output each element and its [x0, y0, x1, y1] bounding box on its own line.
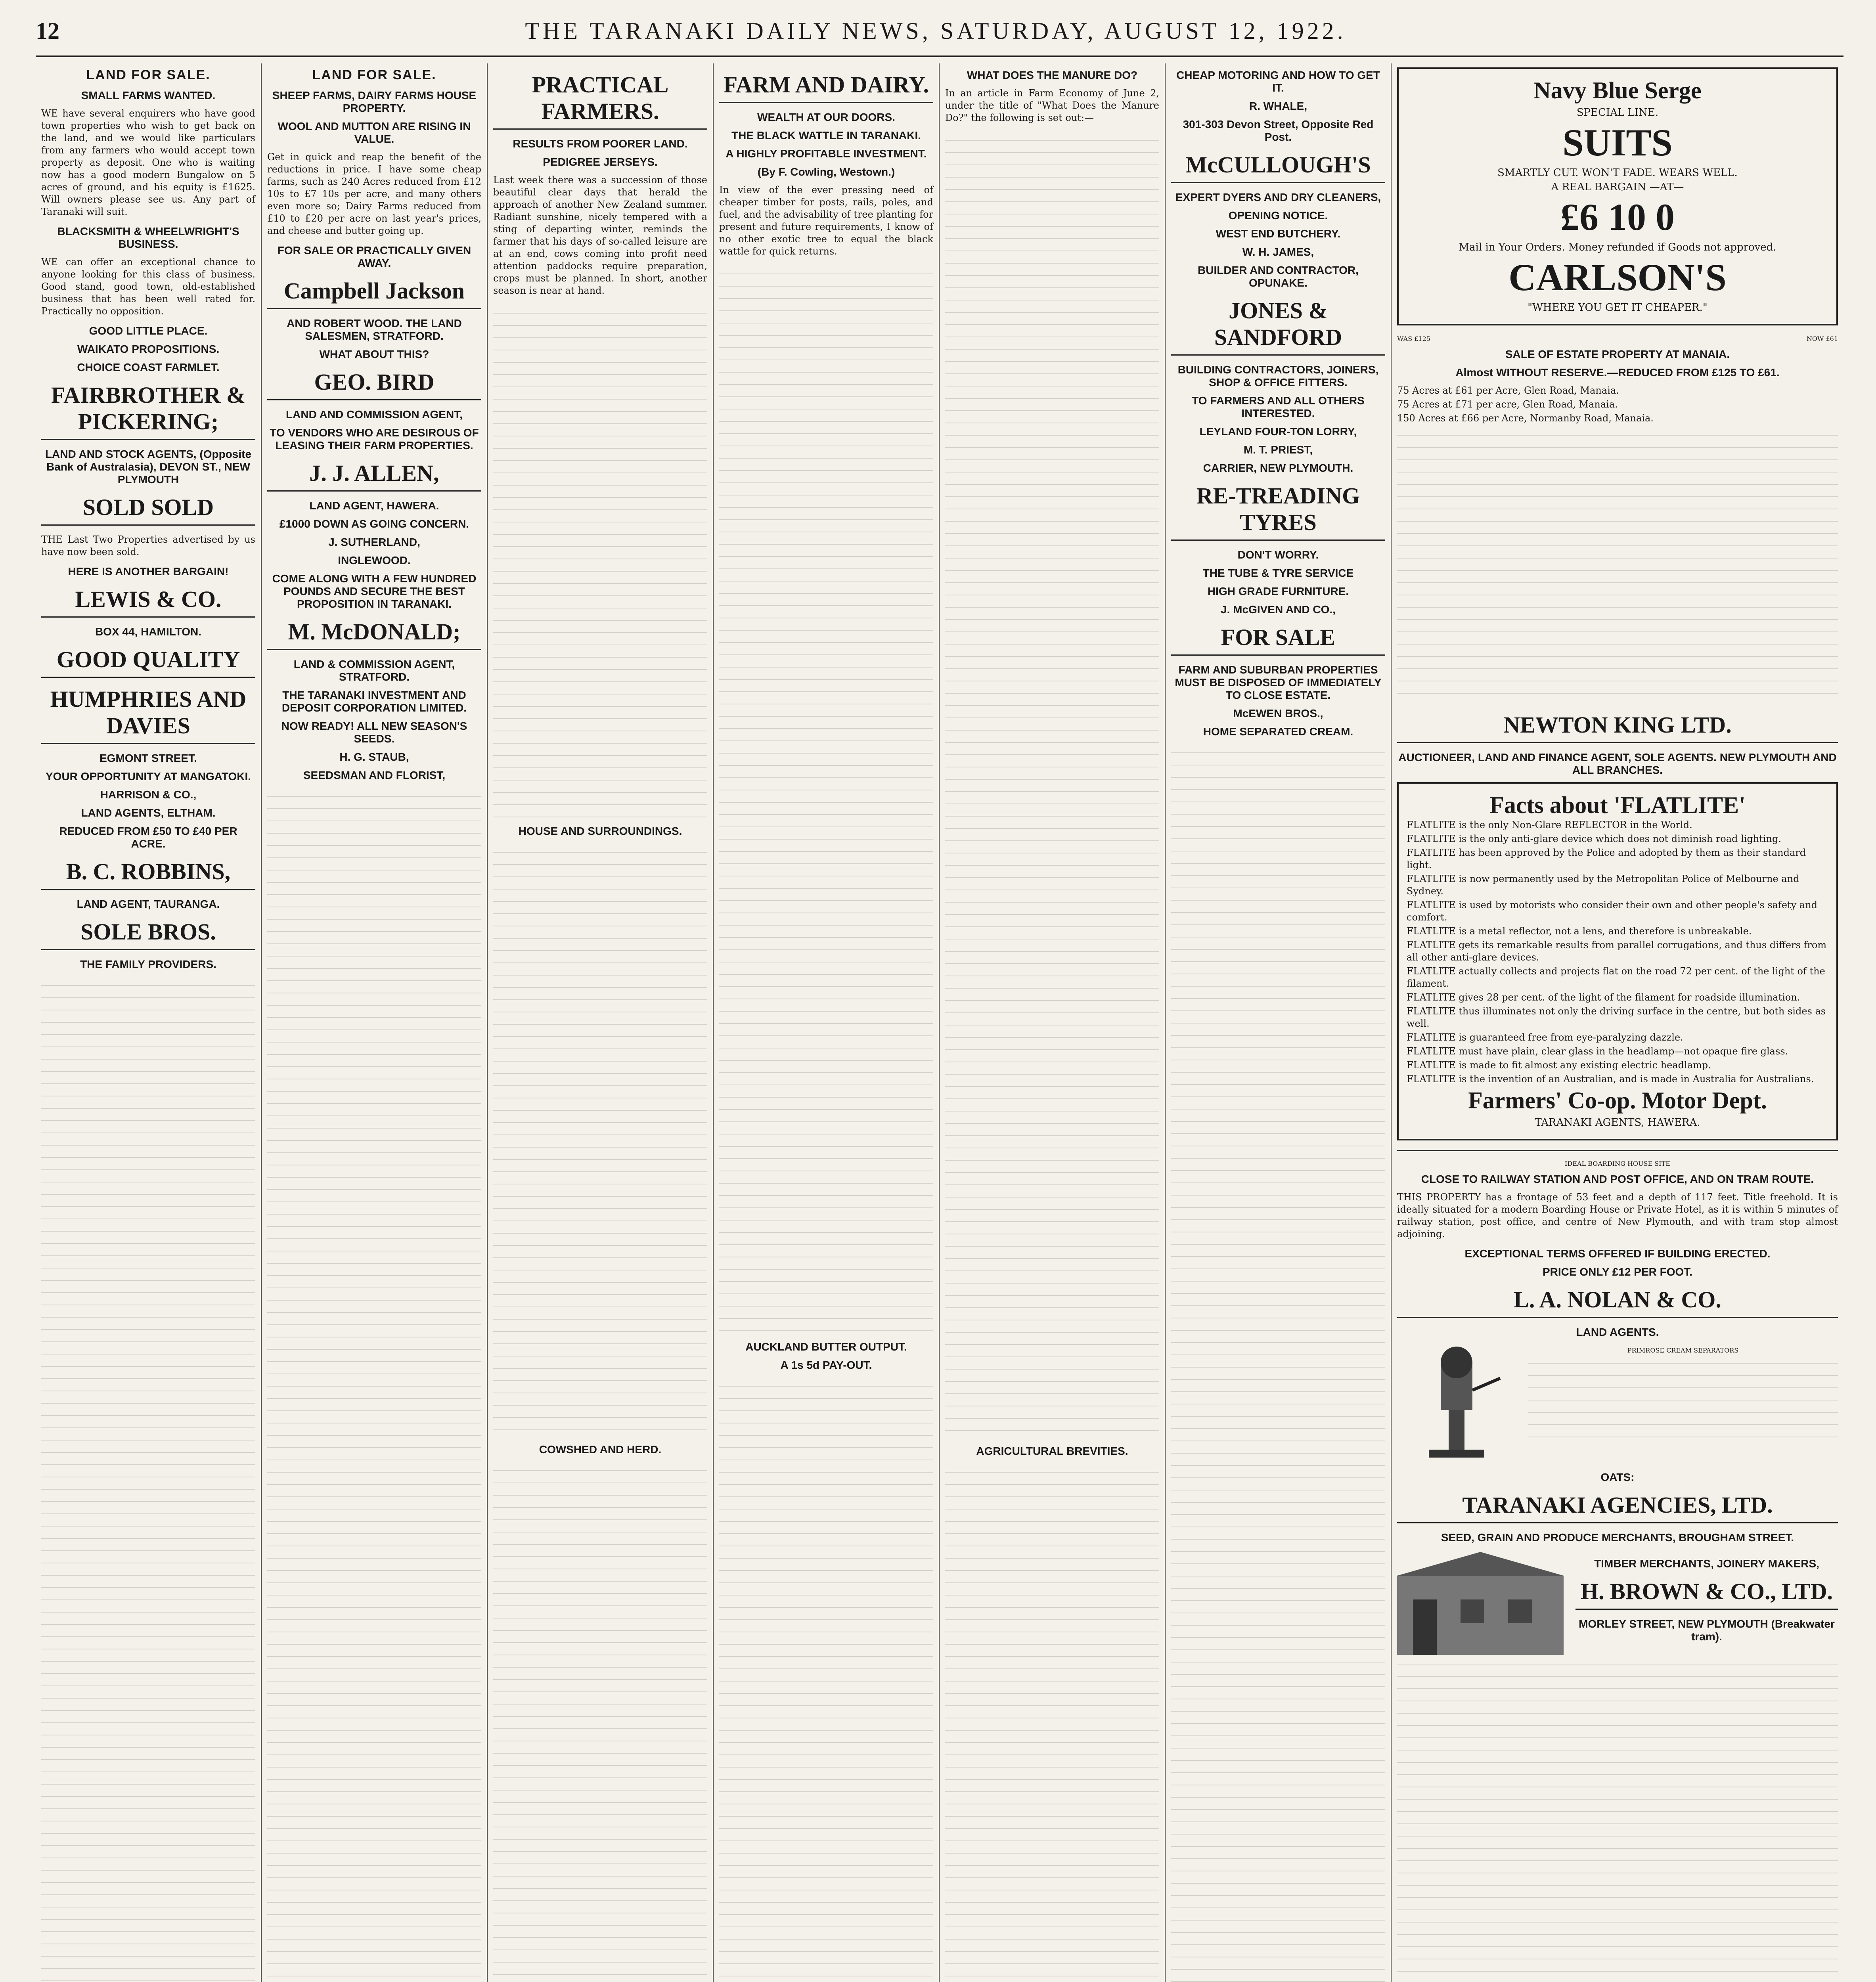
ad-text: THIS PROPERTY has a frontage of 53 feet and a depth of 117 feet. Title freehold. It is ideally situated for a modern Boarding House or Private Hotel, as it is within 5 minutes of railway station, post office, and centre of New Plymouth, and with tram stop almost adjoining. [1397, 1192, 1838, 1240]
list-item: FLATLITE is the invention of an Australian, and is made in Australia for Australians. [1407, 1073, 1814, 1085]
agent-name: W. H. JAMES, [1242, 246, 1314, 258]
page-number: 12 [36, 17, 59, 44]
agent-address: LAND AND STOCK AGENTS, (Opposite Bank of Australasia), DEVON ST., NEW PLYMOUTH [45, 448, 252, 486]
agent-name: H. BROWN & CO., LTD. [1575, 1578, 1838, 1610]
ad-title: Facts about 'FLATLITE' [1489, 792, 1746, 818]
agent-name: SOLE BROS. [41, 918, 255, 950]
list-item: FLATLITE gets its remarkable results from parallel corrugations, and thus differs from all other anti-glare devices. [1407, 939, 1827, 963]
ad-heading: SHEEP FARMS, DAIRY FARMS HOUSE PROPERTY. [272, 89, 477, 114]
agent-address: MORLEY STREET, NEW PLYMOUTH (Breakwater tram). [1579, 1618, 1835, 1643]
agent-address: EXPERT DYERS AND DRY CLEANERS, [1175, 191, 1381, 203]
ad-title: IDEAL BOARDING HOUSE SITE [1565, 1160, 1670, 1167]
ad-heading: WAIKATO PROPOSITIONS. [77, 343, 220, 355]
ad-heading: GOOD QUALITY [41, 646, 255, 678]
ad-text: Get in quick and reap the benefit of the reductions in price. I have some cheap farms, such as 240 Acres reduced from £12 10s to £7 10s per acre, and many others even more so; Dairy Farms reduced from £10 to £20 per acre on last year's prices, and cheese and butter going up. [267, 151, 481, 236]
ad-heading: YOUR OPPORTUNITY AT MANGATOKI. [45, 770, 251, 782]
article-headline: FARM AND DAIRY. [719, 71, 933, 103]
list-item: FLATLITE gives 28 per cent. of the light of the filament for roadside illumination. [1407, 992, 1800, 1003]
ad-subheading: Almost WITHOUT RESERVE.—REDUCED FROM £125 TO £61. [1455, 366, 1780, 379]
ad-heading: WHAT ABOUT THIS? [319, 348, 429, 360]
ad-text: A REAL BARGAIN —AT— [1551, 181, 1684, 193]
agent-address: TARANAKI AGENTS, HAWERA. [1535, 1117, 1700, 1129]
ad-heading: OATS: [1600, 1471, 1635, 1483]
agent-address: BUILDER AND CONTRACTOR, OPUNAKE. [1198, 264, 1359, 289]
ad-subheading: FARM AND SUBURBAN PROPERTIES MUST BE DISPOSED OF IMMEDIATELY TO CLOSE ESTATE. [1175, 664, 1382, 701]
agent-name: GEO. BIRD [267, 369, 481, 400]
agent-name: M. T. PRIEST, [1243, 444, 1313, 456]
ad-subheading: EXCEPTIONAL TERMS OFFERED IF BUILDING ERECTED. [1464, 1247, 1771, 1260]
list-item: FLATLITE is a metal reflector, not a lens, and therefore is unbreakable. [1407, 926, 1752, 937]
text-filler [945, 1463, 1159, 1982]
article-subhead: THE BLACK WATTLE IN TARANAKI. [731, 129, 921, 142]
sold-banner: SOLD SOLD [41, 494, 255, 526]
ad-title: Farmers' Co-op. Motor Dept. [1468, 1087, 1767, 1113]
column-land-for-sale [36, 63, 262, 1982]
ad-title: PRIMROSE CREAM SEPARATORS [1627, 1347, 1739, 1354]
article-subhead: WEALTH AT OUR DOORS. [757, 111, 895, 123]
ad-text: THE Last Two Properties advertised by us have now been sold. [41, 534, 255, 557]
ad-heading: TIMBER MERCHANTS, JOINERY MAKERS, [1594, 1557, 1819, 1570]
agent-address: LAND AND COMMISSION AGENT, [286, 408, 463, 421]
article-subhead: A HIGHLY PROFITABLE INVESTMENT. [726, 147, 927, 160]
ad-text: WE can offer an exceptional chance to anyone looking for this class of business. Good stand, good town, old-established business that has been well rated for. Practically no opposition. [41, 256, 255, 317]
ad-subheading: CLOSE TO RAILWAY STATION AND POST OFFICE, AND ON TRAM ROUTE. [1421, 1173, 1814, 1185]
column-manure [940, 63, 1166, 1982]
list-item: FLATLITE has been approved by the Police and adopted by them as their standard light. [1407, 847, 1806, 870]
agent-name: B. C. ROBBINS, [41, 858, 255, 890]
list-item: FLATLITE is made to fit almost any existing electric headlamp. [1407, 1060, 1711, 1071]
agent-address: AUCTIONEER, LAND AND FINANCE AGENT, SOLE AGENTS. NEW PLYMOUTH AND ALL BRANCHES. [1398, 751, 1837, 776]
ad-heading: HOME SEPARATED CREAM. [1203, 725, 1353, 738]
column-display-ads [1392, 63, 1843, 1982]
agent-name: J. SUTHERLAND, [328, 536, 420, 548]
ad-heading: SMALL FARMS WANTED. [81, 89, 216, 101]
text-filler [719, 265, 933, 1335]
ad-text: WE have several enquirers who have good town properties who wish to get back on the land, and we would like particulars from any farmers who would accept town property as deposit. One who is waiting now has a good modern Bungalow on 5 acres of ground, and his equity is £1625. Will owners please see us. Any part of Taranaki will suit. [41, 108, 255, 217]
ad-subheading: DON'T WORRY. [1237, 549, 1319, 561]
ad-heading: OPENING NOTICE. [1228, 209, 1328, 222]
agent-name: J. J. ALLEN, [267, 460, 481, 492]
ad-heading: SALE OF ESTATE PROPERTY AT MANAIA. [1505, 348, 1730, 360]
ad-price: PRICE ONLY £12 PER FOOT. [1542, 1266, 1693, 1278]
ad-title: SUITS [1562, 121, 1673, 164]
text-filler [493, 1462, 707, 1982]
text-filler [1397, 426, 1838, 704]
article-byline: (By F. Cowling, Westown.) [757, 166, 895, 178]
flatlite-ad [1397, 782, 1838, 1140]
article-subhead: RESULTS FROM POORER LAND. [513, 138, 688, 150]
ad-heading: WOOL AND MUTTON ARE RISING IN VALUE. [278, 120, 471, 145]
agent-name: LEWIS & CO. [41, 586, 255, 618]
was-price: WAS £125 [1397, 335, 1430, 342]
column-practical-farmers [488, 63, 714, 1982]
article-subhead: AUCKLAND BUTTER OUTPUT. [745, 1341, 907, 1353]
list-item: 75 Acres at £71 per acre, Glen Road, Manaia. [1397, 399, 1618, 410]
text-filler [493, 304, 707, 819]
article-text: Last week there was a succession of those beautiful clear days that herald the approach of another New Zealand summer. Radiant sunshine, nicely tempered with a sting of departing winter, reminds the farmer that his days of so-called leisure are at an end, cows coming into profit need attention paddocks require preparation, crops must be planned. In short, another season is near at hand. [493, 174, 707, 296]
text-filler [267, 787, 481, 1982]
ad-heading: TO FARMERS AND ALL OTHERS INTERESTED. [1192, 394, 1365, 419]
ad-price: £6 10 0 [1560, 196, 1675, 238]
article-subhead: COWSHED AND HERD. [539, 1443, 662, 1456]
agent-name: McEWEN BROS., [1233, 707, 1323, 719]
agent-address: LAND AGENTS, ELTHAM. [81, 807, 216, 819]
agent-address: SEED, GRAIN AND PRODUCE MERCHANTS, BROUGHAM STREET. [1441, 1531, 1794, 1544]
agent-name: FAIRBROTHER & PICKERING; [41, 382, 255, 440]
ad-heading: WEST END BUTCHERY. [1216, 228, 1341, 240]
agent-address: CARRIER, NEW PLYMOUTH. [1203, 462, 1353, 474]
ad-slogan: "WHERE YOU GET IT CHEAPER." [1528, 302, 1708, 314]
newspaper-title: THE TARANAKI DAILY NEWS, SATURDAY, AUGUST 12, 1922. [525, 17, 1346, 44]
columns [36, 63, 1843, 1982]
cream-separator-illustration [1397, 1347, 1516, 1465]
flatlite-list [1407, 819, 1828, 1085]
agent-name: Campbell Jackson [267, 277, 481, 309]
agent-name: THE TUBE & TYRE SERVICE [1202, 567, 1354, 579]
agent-name: NEWTON KING LTD. [1397, 712, 1838, 743]
ad-heading: GOOD LITTLE PLACE. [89, 325, 208, 337]
list-item: FLATLITE is the only Non-Glare REFLECTOR in the World. [1407, 819, 1692, 830]
article-subhead: A 1s 5d PAY-OUT. [780, 1359, 872, 1371]
agent-address: AND ROBERT WOOD. THE LAND SALESMEN, STRATFORD. [287, 317, 462, 342]
text-filler [41, 976, 255, 1982]
text-filler [945, 131, 1159, 1439]
ad-text: SMARTLY CUT. WON'T FADE. WEARS WELL. [1497, 167, 1738, 179]
agent-name: HARRISON & CO., [100, 788, 197, 801]
article-text: In an article in Farm Economy of June 2, under the title of "What Does the Manure Do?" the following is set out:— [945, 88, 1159, 123]
ad-text: Mail in Your Orders. Money refunded if Goods not approved. [1459, 241, 1776, 253]
text-filler [719, 1377, 933, 1982]
ad-title: Navy Blue Serge [1533, 77, 1702, 103]
article-subhead: PEDIGREE JERSEYS. [543, 156, 658, 168]
ad-heading: BLACKSMITH & WHEELWRIGHT'S BUSINESS. [57, 225, 239, 250]
ad-heading: HIGH GRADE FURNITURE. [1207, 585, 1349, 597]
ad-heading: CHOICE COAST FARMLET. [77, 361, 220, 373]
agent-name: HUMPHRIES AND DAVIES [41, 686, 255, 744]
list-item: FLATLITE is used by motorists who consider their own and other people's safety and comfort. [1407, 899, 1818, 923]
agent-address: BUILDING CONTRACTORS, JOINERS, SHOP & OFFICE FITTERS. [1177, 363, 1379, 388]
agent-name: TARANAKI AGENCIES, LTD. [1397, 1492, 1838, 1523]
ad-heading: HERE IS ANOTHER BARGAIN! [68, 565, 229, 578]
ad-heading: LEYLAND FOUR-TON LORRY, [1199, 425, 1357, 438]
section-heading: LAND FOR SALE. [312, 67, 436, 82]
list-item: FLATLITE thus illuminates not only the driving surface in the centre, but both sides as well. [1407, 1006, 1826, 1029]
section-heading: LAND FOR SALE. [86, 67, 211, 82]
ad-heading: THE TARANAKI INVESTMENT AND DEPOSIT CORPORATION LIMITED. [281, 689, 467, 714]
article-text: In view of the ever pressing need of cheaper timber for posts, rails, poles, and fuel, and the advisability of tree planting for present and future requirements, I know of no other exotic tree to equal the black wattle for quick returns. [719, 184, 933, 257]
agent-name: M. McDONALD; [267, 618, 481, 650]
ad-heading: CHEAP MOTORING AND HOW TO GET IT. [1176, 69, 1380, 94]
agent-address: SEEDSMAN AND FLORIST, [303, 769, 446, 781]
agent-address: BOX 44, HAMILTON. [95, 626, 202, 638]
list-item: FLATLITE is guaranteed free from eye-paralyzing dazzle. [1407, 1032, 1683, 1043]
ad-heading: NOW READY! ALL NEW SEASON'S SEEDS. [281, 720, 467, 745]
list-item: FLATLITE actually collects and projects flat on the road 72 per cent. of the light of the filament. [1407, 966, 1825, 989]
column-sheep-farms [262, 63, 488, 1982]
agent-address: EGMONT STREET. [100, 752, 197, 764]
manaia-ad [1397, 335, 1838, 777]
ad-heading: COME ALONG WITH A FEW HUNDRED POUNDS AND SECURE THE BEST PROPOSITION IN TARANAKI. [272, 572, 477, 610]
carlsons-ad [1397, 67, 1838, 325]
list-item: FLATLITE is now permanently used by the Metropolitan Police of Melbourne and Sydney. [1407, 873, 1799, 897]
agent-address: LAND AGENT, HAWERA. [309, 499, 439, 512]
timber-yard-illustration [1397, 1552, 1564, 1655]
masthead [36, 7, 1843, 57]
list-item: 75 Acres at £61 per Acre, Glen Road, Manaia. [1397, 385, 1619, 396]
article-subhead: HOUSE AND SURROUNDINGS. [518, 825, 682, 837]
column-farm-and-dairy [714, 63, 940, 1982]
agent-address: LAND AGENTS. [1576, 1326, 1659, 1338]
agent-name: McCULLOUGH'S [1171, 151, 1385, 183]
agent-name: L. A. NOLAN & CO. [1397, 1286, 1838, 1318]
text-filler [493, 843, 707, 1438]
ad-heading: FOR SALE [1171, 624, 1385, 656]
agent-address: INGLEWOOD. [338, 554, 411, 566]
column-local-ads [1166, 63, 1392, 1982]
ad-heading: £1000 DOWN AS GOING CONCERN. [279, 518, 469, 530]
agent-name: H. G. STAUB, [339, 751, 409, 763]
acres-list [1397, 385, 1838, 425]
ad-heading: TO VENDORS WHO ARE DESIROUS OF LEASING THEIR FARM PROPERTIES. [270, 427, 479, 451]
ad-subheading: SPECIAL LINE. [1576, 107, 1659, 119]
text-filler [1528, 1354, 1838, 1441]
list-item: 150 Acres at £66 per Acre, Normanby Road, Manaia. [1397, 413, 1654, 424]
agent-address: LAND AGENT, TAURANGA. [77, 898, 220, 910]
article-headline: PRACTICAL FARMERS. [493, 71, 707, 130]
article-subhead: AGRICULTURAL BREVITIES. [976, 1445, 1128, 1457]
agent-address: THE FAMILY PROVIDERS. [80, 958, 216, 970]
ad-heading: FOR SALE OR PRACTICALLY GIVEN AWAY. [277, 244, 471, 269]
agent-address: LAND & COMMISSION AGENT, STRATFORD. [293, 658, 455, 683]
text-filler [1397, 1655, 1838, 1982]
agent-address: 301-303 Devon Street, Opposite Red Post. [1183, 118, 1374, 143]
article-headline: WHAT DOES THE MANURE DO? [967, 69, 1138, 81]
list-item: FLATLITE is the only anti-glare device which does not diminish road lighting. [1407, 833, 1781, 844]
agent-name: R. WHALE, [1249, 100, 1307, 112]
list-item: FLATLITE must have plain, clear glass in the headlamp—not opaque fire glass. [1407, 1046, 1788, 1057]
agent-name: JONES & SANDFORD [1171, 297, 1385, 356]
ad-heading: RE-TREADING TYRES [1171, 482, 1385, 541]
ad-title: CARLSON'S [1508, 256, 1727, 298]
agent-name: J. McGIVEN AND CO., [1221, 603, 1336, 616]
text-filler [1171, 744, 1385, 1982]
now-price: NOW £61 [1806, 335, 1838, 342]
ad-heading: REDUCED FROM £50 TO £40 PER ACRE. [59, 825, 237, 850]
